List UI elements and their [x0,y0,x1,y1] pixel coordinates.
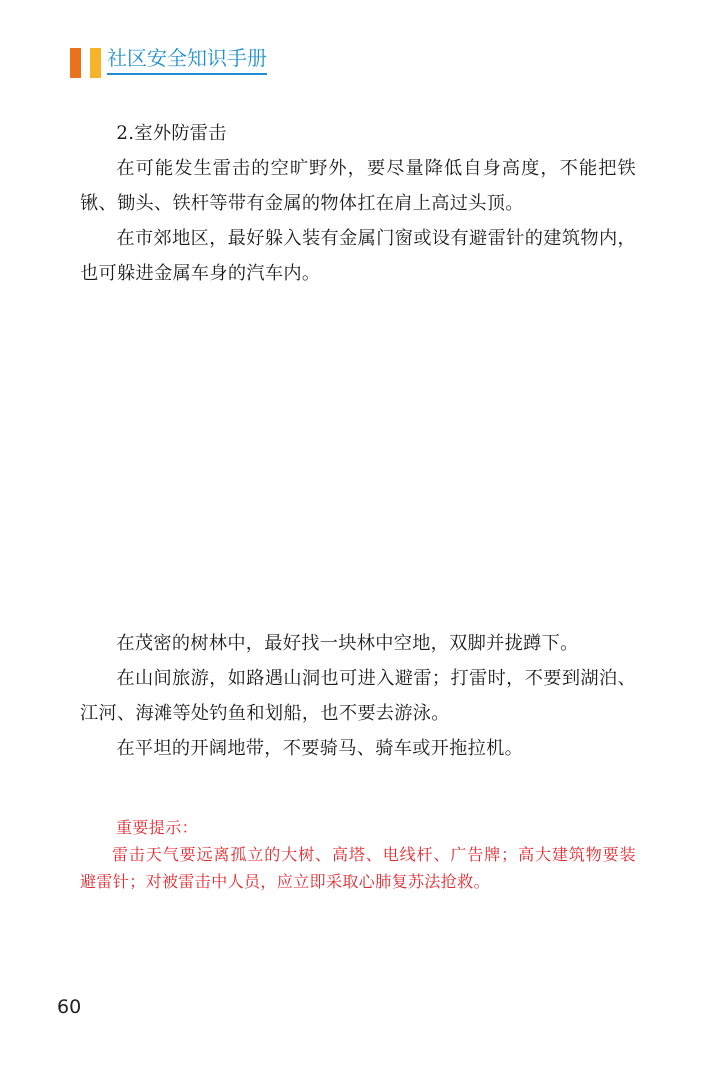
paragraph: 在茂密的树林中，最好找一块林中空地，双脚并拢蹲下。 [116,633,579,654]
tip-text: 雷击天气要远离孤立的大树、高塔、电线杆、广告牌；高大建筑物要装避雷针；对被雷击中人员，应立即采取心肺复苏法抢救。 [80,845,636,891]
paragraph: 在可能发生雷击的空旷野外，要尽量降低自身高度，不能把铁锹、锄头、铁杆等带有金属的物体扛在肩上高过头顶。 [80,158,636,214]
paragraph: 在山间旅游，如路遇山洞也可进入避雷；打雷时，不要到湖泊、江河、海滩等处钓鱼和划船，也不要去游泳。 [80,668,636,724]
page-number: 60 [57,996,82,1018]
paragraph: 在平坦的开阔地带，不要骑马、骑车或开拖拉机。 [116,738,524,759]
important-tip-box [80,814,636,895]
paragraph: 在市郊地区，最好躲入装有金属门窗或设有避雷针的建筑物内，也可躲进金属车身的汽车内。 [80,228,636,284]
lightning-outdoor-section-continued [80,626,636,766]
header-yellow-bar [90,48,101,78]
book-title: 社区安全知识手册 [107,44,267,75]
section-heading: 2.室外防雷击 [116,123,227,144]
header-orange-bar [70,48,81,78]
tip-heading: 重要提示： [116,818,199,837]
lightning-outdoor-section [80,116,636,291]
